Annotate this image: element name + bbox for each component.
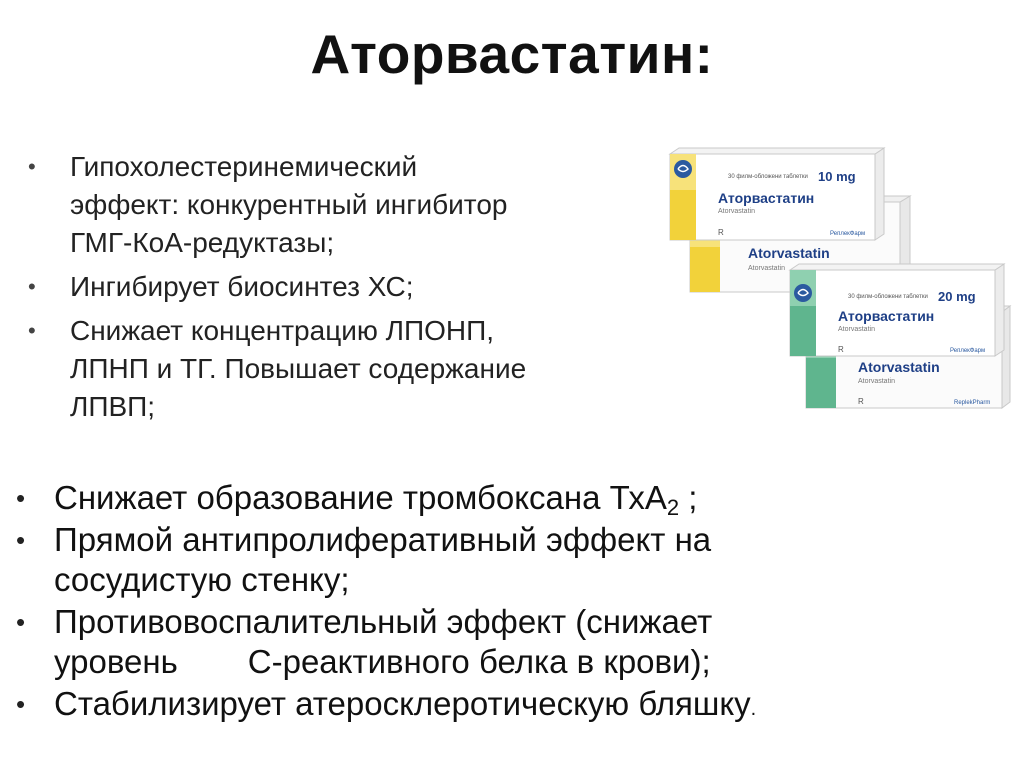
package-mark-text: R	[838, 345, 844, 354]
list-item-line: ЛПНП и ТГ. Повышает содержание	[70, 353, 527, 384]
package-maker-text: РеплекФарм	[830, 231, 866, 237]
package-latin-text: Atorvastatin	[858, 378, 895, 385]
list-item-text: Стабилизирует атеросклеротическую бляшку	[54, 685, 751, 722]
package-maker-text: ReplekPharm	[954, 400, 991, 406]
list-item	[16, 684, 1016, 729]
list-item-line: Гипохолестеринемический	[70, 151, 418, 182]
list-item-line: ЛПВП;	[70, 391, 156, 422]
package-latin-text: Atorvastatin	[838, 326, 875, 333]
list-item-line: Снижает концентрацию ЛПОНП,	[70, 315, 495, 346]
bullet-icon: •	[16, 483, 26, 513]
list-item-text: Снижает образование тромбоксана ТхА	[54, 479, 667, 516]
package-latin-text: Atorvastatin	[748, 265, 785, 272]
package-10mg-front	[670, 148, 884, 240]
package-dose-text: 10 mg	[818, 169, 856, 184]
package-name-text: Atorvastatin	[748, 245, 830, 261]
package-maker-text: РеплекФарм	[950, 348, 986, 354]
bullet-icon: •	[28, 318, 36, 343]
list-item-text: ;	[679, 479, 698, 516]
list-item-line: сосудистую стенку;	[54, 561, 350, 598]
list-item-line: ГМГ-КоА-редуктазы;	[70, 227, 335, 258]
list-item	[16, 602, 1016, 682]
bullet-icon: •	[16, 525, 26, 555]
bullet-list-top	[28, 148, 668, 432]
list-item	[16, 520, 1016, 600]
list-item-line: Прямой антипролиферативный эффект на	[54, 521, 712, 558]
package-name-text: Atorvastatin	[858, 359, 940, 375]
list-item	[16, 478, 1016, 518]
list-item-line: Ингибирует биосинтез ХС;	[70, 271, 414, 302]
list-item	[28, 268, 668, 306]
trailing-dot: .	[750, 698, 757, 720]
list-item-line: эффект: конкурентный ингибитор	[70, 189, 508, 220]
bullet-list-bottom	[16, 478, 1016, 731]
list-item	[28, 148, 668, 262]
bullet-icon: •	[16, 689, 26, 719]
package-name-text: Аторвастатин	[838, 308, 935, 324]
bullet-icon: •	[16, 607, 26, 637]
list-item-line: С-реактивного белка в крови);	[247, 643, 711, 680]
bullet-icon: •	[28, 154, 36, 179]
package-count-text: 30 филм-обложени таблетки	[728, 174, 808, 180]
bullet-icon: •	[28, 274, 36, 299]
package-20mg-front	[790, 264, 1004, 356]
package-count-text: 30 филм-обложени таблетки	[848, 294, 928, 300]
subscript-text: 2	[666, 495, 680, 520]
list-item-line: Противовоспалительный эффект (снижает	[54, 603, 713, 640]
package-name-text: Аторвастатин	[718, 190, 815, 206]
package-mark-text: R	[858, 397, 864, 406]
package-latin-text: Atorvastatin	[718, 208, 755, 215]
logo-icon	[794, 284, 812, 302]
package-dose-text: 20 mg	[938, 289, 976, 304]
list-item-line: уровень	[54, 643, 178, 680]
slide-title: Аторвастатин:	[310, 23, 714, 85]
drug-packages-image	[662, 140, 1012, 420]
list-item	[28, 312, 668, 426]
logo-icon	[674, 160, 692, 178]
package-mark-text: R	[718, 228, 724, 237]
